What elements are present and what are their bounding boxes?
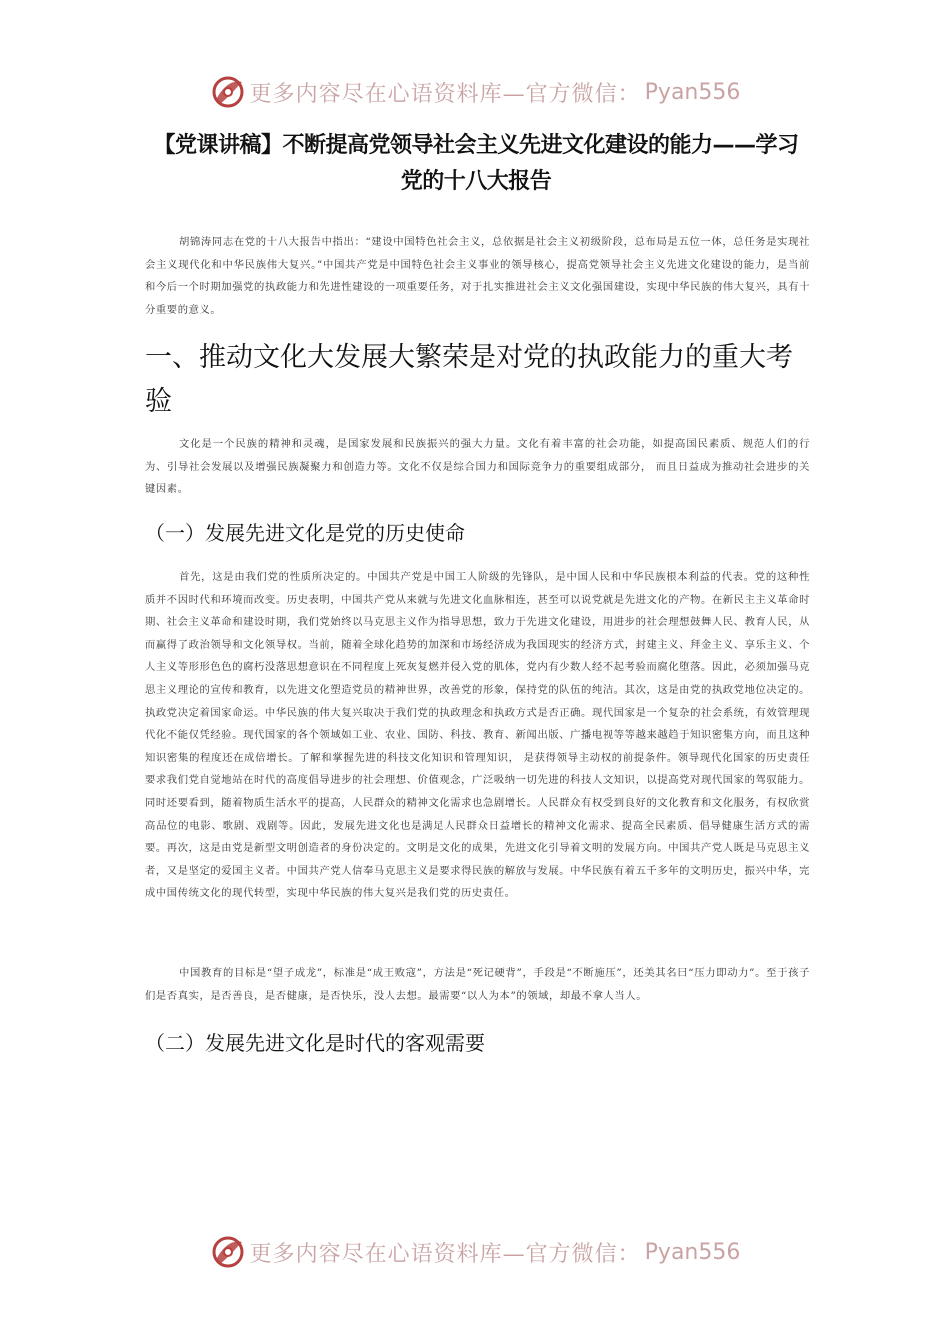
watermark-wechat-id: Pyan556	[644, 79, 741, 105]
subsection-2-heading: （二）发展先进文化是时代的客观需要	[145, 1031, 485, 1055]
subsection-1-paragraph-2: 中国教育的目标是“望子成龙”，标准是“成王败寇”，方法是“死记硬背”，手段是“不断施压”，还美其名曰“压力即动力”。至于孩子们是否真实，是否善良，是否健康，是否快乐，没人去想。最需要“以人为本”的领域，却最不拿人当人。	[145, 967, 810, 1002]
document-title: 【党课讲稿】不断提高党领导社会主义先进文化建设的能力——学习党的十八大报告	[153, 133, 799, 194]
watermark-text: 更多内容尽在心语资料库—官方微信：	[249, 1241, 641, 1267]
subsection-1-paragraph-1: 首先，这是由我们党的性质所决定的。中国共产党是中国工人阶级的先锋队，是中国人民和中华民族根本利益的代表。党的这种性质并不因时代和环境而改变。历史表明，中国共产党从来就与先进文化血脉相连，甚至可以说党就是先进文化的产物。在新民主主义革命时期、社会主义革命和建设时期，我们党始终以马克思主义作为指导思想，致力于先进文化建设，用进步的社会理想鼓舞人民、教育人民，从而赢得了政治领导和文化领导权。当前，随着全球化趋势的加深和市场经济成为我国现实的经济方式，封建主义、拜金主义、享乐主义、个人主义等形形色色的腐朽没落思想意识在不同程度上死灰复燃并侵入党的肌体，党内有少数人经不起考验而腐化堕落。因此，必须加强马克思主义理论的宣传和教育，以先进文化塑造党员的精神世界，改善党的形象，保持党的队伍的纯洁。其次，这是由党的执政党地位决定的。执政党决定着国家命运。中华民族的伟大复兴取决于我们党的执政理念和执政方式是否正确。现代国家是一个复杂的社会系统，有效管理现代化不能仅凭经验。现代国家的各个领域如工业、农业、国防、科技、教育、新闻出版、广播电视等等越来越趋于知识密集方向，而且这种知识密集的程度还在成倍增长。了解和掌握先进的科技文化知识和管理知识， 是获得领导主动权的前提条件。领导现代化国家的历史责任要求我们党自觉地站在时代的高度倡导进步的社会理想、价值观念，广泛吸纳一切先进的科技人文知识，以提高党对现代国家的驾驭能力。同时还要看到，随着物质生活水平的提高，人民群众的精神文化需求也急剧增长。人民群众有权受到良好的文化教育和文化服务，有权欣赏高品位的电影、歌剧、戏剧等。因此，发展先进文化也是满足人民群众日益增长的精神文化需求、提高全民素质、倡导健康生活方式的需要。再次，这是由党是新型文明创造者的身份决定的。文明是文化的成果，先进文化引导着文明的发展方向。中国共产党人既是马克思主义者，又是坚定的爱国主义者。中国共产党人信奉马克思主义是要求得民族的解放与发展。中华民族有着五千多年的文明历史，振兴中华，完成中国传统文化的现代转型，实现中华民族的伟大复兴是我们党的历史责任。	[145, 571, 810, 900]
section-1-heading: 一、推动文化大发展大繁荣是对党的执政能力的重大考验	[145, 342, 793, 417]
watermark-text: 更多内容尽在心语资料库—官方微信：	[249, 81, 641, 107]
intro-paragraph: 胡锦涛同志在党的十八大报告中指出：“建设中国特色社会主义，总依据是社会主义初级阶段，总布局是五位一体，总任务是实现社会主义现代化和中华民族伟大复兴。”中国共产党是中国特色社会主义事业的领导核心，提高党领导社会主义先进文化建设的能力，是当前和今后一个时期加强党的执政能力和先进性建设的一项重要任务，对于扎实推进社会主义文化强国建设，实现中华民族的伟大复兴，具有十分重要的意义。	[145, 236, 810, 316]
watermark-logo-icon	[210, 74, 246, 110]
subsection-1-heading: （一）发展先进文化是党的历史使命	[145, 521, 465, 545]
watermark-footer	[0, 1232, 950, 1272]
section-1-paragraph: 文化是一个民族的精神和灵魂，是国家发展和民族振兴的强大力量。文化有着丰富的社会功能，如提高国民素质、规范人们的行为、引导社会发展以及增强民族凝聚力和创造力等。文化不仅是综合国力和国际竞争力的重要组成部分， 而且日益成为推动社会进步的关键因素。	[145, 438, 810, 496]
watermark-logo-icon	[210, 1234, 246, 1270]
watermark-header	[0, 72, 950, 112]
watermark-wechat-id: Pyan556	[644, 1239, 741, 1265]
